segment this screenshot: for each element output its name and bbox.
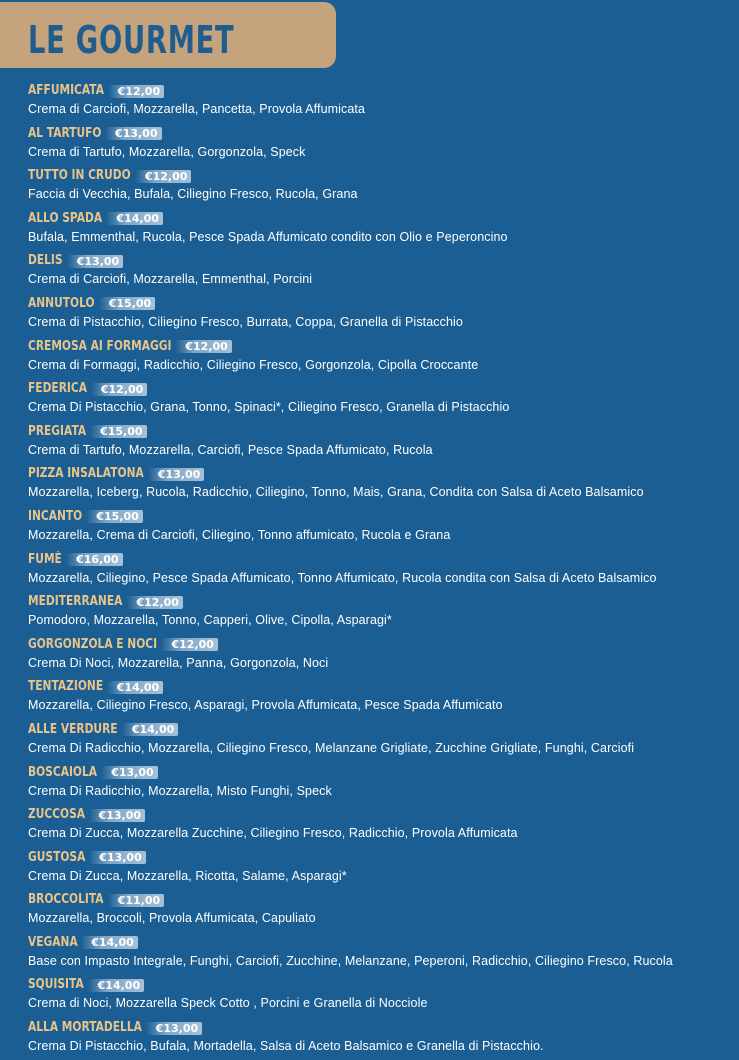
menu-item-price: €16,00 bbox=[66, 553, 122, 566]
menu-item-name: PIZZA INSALATONA bbox=[28, 466, 144, 482]
menu-item-header bbox=[28, 125, 728, 143]
menu-item-name: ALLO SPADA bbox=[28, 210, 103, 226]
menu-item-header bbox=[28, 806, 728, 824]
menu-item-header bbox=[28, 636, 728, 654]
menu-item-price: €15,00 bbox=[99, 297, 155, 310]
menu-item-name: MEDITERRANEA bbox=[28, 594, 123, 610]
menu-item-description: Mozzarella, Iceberg, Rucola, Radicchio, Ciliegino, Tonno, Mais, Grana, Condita con Salsa di Aceto Balsamico bbox=[28, 485, 644, 500]
menu-item-header bbox=[28, 295, 728, 313]
menu-item-description: Mozzarella, Ciliegino, Pesce Spada Affumicato, Tonno Affumicato, Rucola condita con Salsa di Aceto Balsamico bbox=[28, 570, 657, 585]
menu-item-name: ALLE VERDURE bbox=[28, 721, 118, 737]
menu-item-price: €13,00 bbox=[89, 809, 145, 822]
menu-item-name: PREGIATA bbox=[28, 423, 87, 439]
menu-item-header bbox=[28, 849, 728, 867]
menu-item-name: GUSTOSA bbox=[28, 849, 86, 865]
menu-item-name: BOSCAIOLA bbox=[28, 764, 98, 780]
menu-item bbox=[28, 295, 728, 336]
menu-item bbox=[28, 167, 728, 208]
menu-item bbox=[28, 508, 728, 549]
menu-list bbox=[28, 80, 728, 1060]
menu-item-description: Crema di Noci, Mozzarella Speck Cotto , Porcini e Granella di Nocciole bbox=[28, 996, 428, 1011]
menu-item-price: €12,00 bbox=[161, 638, 217, 651]
menu-item-description: Crema di Formaggi, Radicchio, Ciliegino Fresco, Gorgonzola, Cipolla Croccante bbox=[28, 357, 479, 372]
menu-item-description: Mozzarella, Broccoli, Provola Affumicata, Capuliato bbox=[28, 911, 316, 926]
page-title: LE GOURMET bbox=[28, 18, 235, 62]
menu-item-name: ANNUTOLO bbox=[28, 295, 95, 311]
menu-item-price: €15,00 bbox=[90, 425, 146, 438]
menu-item bbox=[28, 1019, 728, 1060]
menu-item-name: FUMÈ bbox=[28, 551, 62, 567]
menu-item-description: Base con Impasto Integrale, Funghi, Carciofi, Zucchine, Melanzane, Peperoni, Radicchio, Ciliegino Fresco, Rucola bbox=[28, 953, 673, 968]
menu-item-description: Crema Di Pistacchio, Grana, Tonno, Spinaci*, Ciliegino Fresco, Granella di Pistacchio bbox=[28, 400, 510, 415]
menu-item-price: €13,00 bbox=[148, 468, 204, 481]
menu-item-name: GORGONZOLA E NOCI bbox=[28, 636, 158, 652]
menu-item bbox=[28, 82, 728, 123]
menu-item-description: Crema di Carciofi, Mozzarella, Emmenthal, Porcini bbox=[28, 272, 313, 287]
menu-item-price: €14,00 bbox=[106, 212, 162, 225]
menu-item-header bbox=[28, 678, 728, 696]
menu-item-price: €13,00 bbox=[105, 127, 161, 140]
menu-item-description: Crema Di Radicchio, Mozzarella, Ciliegino Fresco, Melanzane Grigliate, Zucchine Grigliate, Funghi, Carciofi bbox=[28, 740, 635, 755]
menu-item-header bbox=[28, 1019, 728, 1037]
menu-item-header bbox=[28, 210, 728, 228]
menu-item-price: €12,00 bbox=[108, 85, 164, 98]
menu-item-price: €14,00 bbox=[88, 979, 144, 992]
menu-item-price: €12,00 bbox=[135, 170, 191, 183]
menu-item-header bbox=[28, 934, 728, 952]
menu-item-header bbox=[28, 82, 728, 100]
menu-item bbox=[28, 551, 728, 592]
menu-item-description: Faccia di Vecchia, Bufala, Ciliegino Fresco, Rucola, Grana bbox=[28, 187, 358, 202]
menu-item-description: Bufala, Emmenthal, Rucola, Pesce Spada Affumicato condito con Olio e Peperoncino bbox=[28, 229, 508, 244]
menu-item-description: Crema di Carciofi, Mozzarella, Pancetta, Provola Affumicata bbox=[28, 102, 366, 116]
menu-item-price: €13,00 bbox=[89, 851, 145, 864]
menu-item-description: Crema Di Noci, Mozzarella, Panna, Gorgonzola, Noci bbox=[28, 655, 329, 670]
menu-item-description: Crema Di Zucca, Mozzarella, Ricotta, Salame, Asparagi* bbox=[28, 868, 347, 883]
menu-item bbox=[28, 636, 728, 677]
menu-item-price: €14,00 bbox=[81, 936, 137, 949]
menu-item-price: €13,00 bbox=[101, 766, 157, 779]
menu-item-name: DELIS bbox=[28, 253, 63, 269]
menu-item bbox=[28, 976, 728, 1017]
menu-item bbox=[28, 764, 728, 805]
menu-item-header bbox=[28, 508, 728, 526]
menu-item bbox=[28, 338, 728, 379]
menu-item-description: Mozzarella, Crema di Carciofi, Ciliegino, Tonno affumicato, Rucola e Grana bbox=[28, 527, 451, 542]
menu-item-description: Crema Di Pistacchio, Bufala, Mortadella, Salsa di Aceto Balsamico e Granella di Pistacchio. bbox=[28, 1039, 544, 1054]
menu-item-description: Pomodoro, Mozzarella, Tonno, Capperi, Olive, Cipolla, Asparagi* bbox=[28, 613, 392, 628]
menu-item-price: €13,00 bbox=[67, 255, 123, 268]
menu-item-header bbox=[28, 721, 728, 739]
menu-item-description: Crema Di Radicchio, Mozzarella, Misto Funghi, Speck bbox=[28, 783, 332, 798]
menu-item-header bbox=[28, 593, 728, 611]
menu-item-price: €15,00 bbox=[86, 510, 142, 523]
menu-item bbox=[28, 380, 728, 421]
menu-item bbox=[28, 593, 728, 634]
menu-item-name: TUTTO IN CRUDO bbox=[28, 168, 131, 184]
menu-item bbox=[28, 806, 728, 847]
menu-item bbox=[28, 678, 728, 719]
menu-item-header bbox=[28, 338, 728, 356]
menu-item bbox=[28, 125, 728, 166]
menu-item-name: AFFUMICATA bbox=[28, 83, 104, 98]
menu-item-name: BROCCOLITA bbox=[28, 892, 104, 908]
menu-item-name: AL TARTUFO bbox=[28, 125, 102, 141]
menu-item-price: €12,00 bbox=[127, 596, 183, 609]
menu-item-name: CREMOSA AI FORMAGGI bbox=[28, 338, 172, 354]
menu-item bbox=[28, 849, 728, 890]
menu-item bbox=[28, 465, 728, 506]
menu-item-header bbox=[28, 465, 728, 483]
menu-item-name: ALLA MORTADELLA bbox=[28, 1020, 142, 1036]
menu-item-header bbox=[28, 891, 728, 909]
menu-item-header bbox=[28, 551, 728, 569]
menu-item-description: Crema di Tartufo, Mozzarella, Carciofi, Pesce Spada Affumicato, Rucola bbox=[28, 442, 433, 457]
menu-item bbox=[28, 252, 728, 293]
menu-item-description: Crema di Tartufo, Mozzarella, Gorgonzola, Speck bbox=[28, 144, 306, 159]
menu-item-header bbox=[28, 764, 728, 782]
menu-item bbox=[28, 210, 728, 251]
menu-item-price: €14,00 bbox=[107, 681, 163, 694]
menu-item-header bbox=[28, 252, 728, 270]
menu-item-price: €14,00 bbox=[122, 723, 178, 736]
menu-item-price: €12,00 bbox=[175, 340, 231, 353]
menu-item-price: €13,00 bbox=[146, 1022, 202, 1035]
menu-item bbox=[28, 934, 728, 975]
menu-item-header bbox=[28, 423, 728, 441]
menu-item-name: ZUCCOSA bbox=[28, 807, 86, 823]
menu-item-header bbox=[28, 380, 728, 398]
menu-item-name: SQUISITA bbox=[28, 977, 84, 993]
title-banner bbox=[0, 2, 336, 68]
menu-item-name: INCANTO bbox=[28, 508, 83, 524]
menu-item-header bbox=[28, 976, 728, 994]
menu-item-description: Crema di Pistacchio, Ciliegino Fresco, Burrata, Coppa, Granella di Pistacchio bbox=[28, 314, 463, 329]
menu-item-price: €11,00 bbox=[108, 894, 164, 907]
menu-item bbox=[28, 423, 728, 464]
menu-item-name: FEDERICA bbox=[28, 381, 87, 397]
menu-item-name: TENTAZIONE bbox=[28, 679, 104, 695]
menu-item bbox=[28, 891, 728, 932]
menu-item bbox=[28, 721, 728, 762]
menu-item-price: €12,00 bbox=[91, 383, 147, 396]
menu-item-name: VEGANA bbox=[28, 934, 78, 950]
menu-item-description: Crema Di Zucca, Mozzarella Zucchine, Ciliegino Fresco, Radicchio, Provola Affumicata bbox=[28, 826, 518, 841]
menu-item-description: Mozzarella, Ciliegino Fresco, Asparagi, Provola Affumicata, Pesce Spada Affumicato bbox=[28, 698, 503, 713]
menu-item-header bbox=[28, 167, 728, 185]
